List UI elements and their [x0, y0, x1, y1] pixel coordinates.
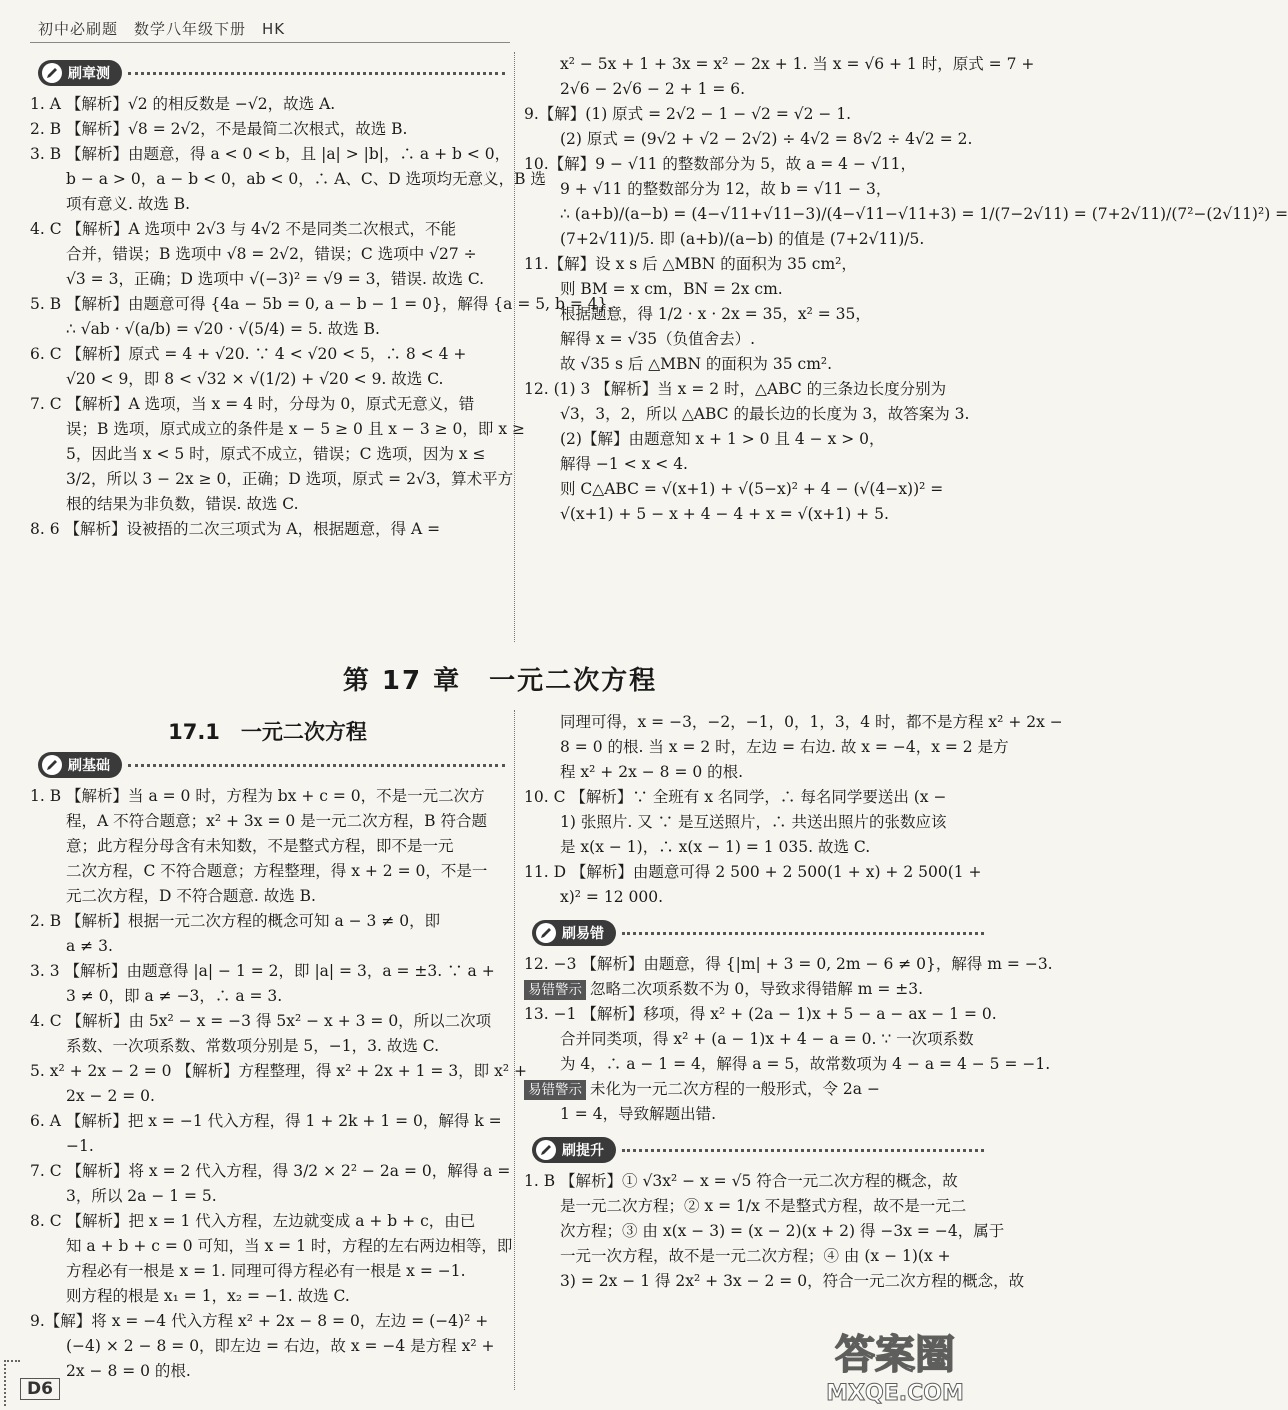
answer-line: 同理可得，x = −3，−2，−1，0，1，3，4 时，都不是方程 x² + 2x −	[560, 713, 1063, 731]
answer-line: 程，A 不符合题意；x² + 3x = 0 是一元二次方程，B 符合题	[66, 812, 487, 830]
answer-line: ∴ √ab · √(a/b) = √20 · √(5/4) = 5. 故选 B.	[66, 320, 380, 338]
answer-line: 则 BM = x cm，BN = 2x cm.	[560, 280, 783, 298]
answer-line: 根的结果为非负数，错误. 故选 C.	[66, 495, 299, 513]
hint-text: 忽略二次项系数不为 0，导致求得错解 m = ±3.	[590, 980, 924, 998]
answer-line: 8 = 0 的根. 当 x = 2 时，左边 = 右边. 故 x = −4，x = 2 是方	[560, 738, 1009, 756]
mistake-hint-1	[524, 977, 984, 1002]
answer-line: 程 x² + 2x − 8 = 0 的根.	[560, 763, 744, 781]
answer-line: 2x − 2 = 0.	[66, 1087, 155, 1105]
section-badge	[38, 60, 122, 86]
answer-line: 项有意义. 故选 B.	[66, 195, 191, 213]
answer-line: 解得 x = √35（负值舍去）.	[560, 330, 756, 348]
answer-line: a ≠ 3.	[66, 937, 113, 955]
answer-list	[524, 1002, 1051, 1077]
answer-line: 12. −3 【解析】由题意，得 {|m| + 3 = 0, 2m − 6 ≠ 0}，解得 m = −3.	[524, 955, 1053, 973]
answer-line: 则 C△ABC = √(x+1) + √(5−x)² + 4 − (√(4−x))² =	[560, 480, 944, 498]
answer-line: 2x − 8 = 0 的根.	[66, 1362, 191, 1380]
answer-line: 10.【解】9 − √11 的整数部分为 5，故 a = 4 − √11，	[524, 155, 916, 173]
answer-line: (2) 原式 = (9√2 + √2 − 2√2) ÷ 4√2 = 8√2 ÷ 4√2 = 2.	[560, 130, 973, 148]
header-title: 初中必刷题 数学八年级下册 HK	[38, 20, 286, 38]
answer-line: 6. A 【解析】把 x = −1 代入方程，得 1 + 2k + 1 = 0，解得 k =	[30, 1112, 502, 1130]
answer-line: 9.【解】(1) 原式 = 2√2 − 1 − √2 = √2 − 1.	[524, 105, 852, 123]
section-dots	[622, 932, 984, 935]
answer-line: 2. B 【解析】√8 = 2√2，不是最简二次根式，故选 B.	[30, 120, 408, 138]
section-dots	[622, 1149, 984, 1152]
answer-line: 4. C 【解析】A 选项中 2√3 与 4√2 不是同类二次根式，不能	[30, 220, 457, 238]
chapter-title: 第 17 章 一元二次方程	[342, 666, 658, 696]
answer-list	[30, 92, 623, 542]
section-label: 刷提升	[562, 1143, 604, 1159]
answer-line: √(x+1) + 5 − x + 4 − 4 + x = √(x+1) + 5.	[560, 505, 889, 523]
mistake-hint-2	[524, 1077, 984, 1102]
answer-line: 2√6 − 2√6 − 2 + 1 = 6.	[560, 80, 746, 98]
section-yicuo	[524, 918, 984, 952]
answer-line: 1 = 4，导致解题出错.	[560, 1105, 716, 1123]
page-header	[0, 0, 1000, 46]
answer-line: 二次方程，C 不符合题意；方程整理，得 x + 2 = 0，不是一	[66, 862, 488, 880]
answer-line: 元二次方程，D 不符合题意. 故选 B.	[66, 887, 316, 905]
answer-line: 8. C 【解析】把 x = 1 代入方程，左边就变成 a + b + c，由已	[30, 1212, 476, 1230]
left-top-column	[30, 58, 623, 542]
watermark-cn: 答案圈	[835, 1332, 955, 1378]
answer-line: √20 < 9，即 8 < √32 × √(1/2) + √20 < 9. 故选 C.	[66, 370, 444, 388]
pencil-icon	[42, 63, 62, 83]
answer-list	[524, 52, 1288, 527]
section-zhangce	[30, 58, 505, 92]
answer-line: 6. C 【解析】原式 = 4 + √20. ∵ 4 < √20 < 5，∴ 8 < 4 +	[30, 345, 467, 363]
section-title: 17.1 一元二次方程	[168, 720, 367, 744]
answer-line: 3/2，所以 3 − 2x ≥ 0，正确；D 选项，原式 = 2√3，算术平方	[66, 470, 514, 488]
section-badge	[532, 1137, 616, 1163]
answer-line: 9 + √11 的整数部分为 12，故 b = √11 − 3，	[560, 180, 892, 198]
answer-line: 7. C 【解析】将 x = 2 代入方程，得 3/2 × 2² − 2a = 0，解得 a =	[30, 1162, 511, 1180]
answer-line: 10. C 【解析】∵ 全班有 x 名同学，∴ 每名同学要送出 (x −	[524, 788, 947, 806]
answer-line: 3. 3 【解析】由题意得 |a| − 1 = 2，即 |a| = 3，a = ±3. ∵ a +	[30, 962, 495, 980]
column-divider-top	[514, 52, 515, 642]
answer-line: 1. A 【解析】√2 的相反数是 −√2，故选 A.	[30, 95, 336, 113]
answer-line: 则方程的根是 x₁ = 1，x₂ = −1. 故选 C.	[66, 1287, 350, 1305]
section-label: 刷易错	[562, 926, 604, 942]
section-tisheng	[524, 1135, 984, 1169]
pencil-icon	[536, 1140, 556, 1160]
answer-line: 次方程；③ 由 x(x − 3) = (x − 2)(x + 2) 得 −3x = −4，属于	[560, 1222, 1005, 1240]
answer-line: 1) 张照片. 又 ∵ 是互送照片，∴ 共送出照片的张数应该	[560, 813, 947, 831]
answer-line: 8. 6 【解析】设被捂的二次三项式为 A，根据题意，得 A =	[30, 520, 441, 538]
answer-list	[524, 710, 1063, 910]
answer-list	[524, 1169, 1025, 1294]
answer-line: 合并，错误；B 选项中 √8 = 2√2，错误；C 选项中 √27 ÷	[66, 245, 477, 263]
answer-line: 解得 −1 < x < 4.	[560, 455, 688, 473]
column-divider-bottom	[514, 710, 515, 1390]
answer-line: 5. B 【解析】由题意可得 {4a − 5b = 0, a − b − 1 = 0}，解得 {a = 5, b = 4}，	[30, 295, 623, 313]
answer-line: 故 √35 s 后 △MBN 的面积为 35 cm².	[560, 355, 833, 373]
section-label: 刷章测	[68, 66, 110, 82]
answer-line: 7. C 【解析】A 选项，当 x = 4 时，分母为 0，原式无意义，错	[30, 395, 475, 413]
answer-line: 3. B 【解析】由题意，得 a < 0 < b，且 |a| > |b|，∴ a + b < 0，	[30, 145, 511, 163]
section-badge	[38, 752, 122, 778]
answer-line: 2. B 【解析】根据一元二次方程的概念可知 a − 3 ≠ 0，即	[30, 912, 441, 930]
answer-line: 合并同类项，得 x² + (a − 1)x + 4 − a = 0. ∵ 一次项系数	[560, 1030, 974, 1048]
answer-line: b − a > 0，a − b < 0，ab < 0，∴ A、C、D 选项均无意义，B 选	[66, 170, 546, 188]
page-number: D6	[20, 1378, 60, 1400]
answer-line: 是一元二次方程；② x = 1/x 不是整式方程，故不是一元二	[560, 1197, 967, 1215]
answer-list	[524, 1102, 984, 1127]
answer-line: √3，3，2，所以 △ABC 的最长边的长度为 3，故答案为 3.	[560, 405, 970, 423]
answer-line: 11. D 【解析】由题意可得 2 500 + 2 500(1 + x) + 2 500(1 +	[524, 863, 982, 881]
hint-label: 易错警示	[524, 980, 586, 1000]
answer-line: 是 x(x − 1)，∴ x(x − 1) = 1 035. 故选 C.	[560, 838, 871, 856]
right-top-column	[524, 52, 1288, 527]
section-dots	[128, 764, 505, 767]
section-dots	[128, 72, 505, 75]
answer-line: 5，因此当 x < 5 时，原式不成立，错误；C 选项，因为 x ≤	[66, 445, 486, 463]
right-bottom-column	[524, 710, 1063, 1294]
watermark-logo	[800, 1320, 990, 1406]
answer-line: 11.【解】设 x s 后 △MBN 的面积为 35 cm²，	[524, 255, 857, 273]
answer-list	[524, 952, 1053, 977]
answer-line: 意；此方程分母含有未知数，不是整式方程，即不是一元	[66, 837, 454, 855]
header-rule	[30, 42, 510, 43]
answer-line: (−4) × 2 − 8 = 0，即左边 = 右边，故 x = −4 是方程 x² +	[66, 1337, 495, 1355]
answer-line: 5. x² + 2x − 2 = 0 【解析】方程整理，得 x² + 2x + 1 = 3，即 x² +	[30, 1062, 527, 1080]
answer-line: √3 = 3，正确；D 选项中 √(−3)² = √9 = 3，错误. 故选 C.	[66, 270, 485, 288]
answer-line: 3，所以 2a − 1 = 5.	[66, 1187, 217, 1205]
answer-line: 误；B 选项，原式成立的条件是 x − 5 ≥ 0 且 x − 3 ≥ 0，即 x ≥	[66, 420, 525, 438]
section-label: 刷基础	[68, 758, 110, 774]
answer-line: 9.【解】将 x = −4 代入方程 x² + 2x − 8 = 0，左边 = (−4)² +	[30, 1312, 489, 1330]
answer-line: 1. B 【解析】① √3x² − x = √5 符合一元二次方程的概念，故	[524, 1172, 958, 1190]
hint-text: 未化为一元二次方程的一般形式，令 2a −	[590, 1080, 880, 1098]
watermark-en: MXQE.COM	[826, 1381, 964, 1406]
answer-line: 根据题意，得 1/2 · x · 2x = 35，x² = 35，	[560, 305, 871, 323]
pencil-icon	[42, 755, 62, 775]
answer-line: x)² = 12 000.	[560, 888, 664, 906]
answer-line: 4. C 【解析】由 5x² − x = −3 得 5x² − x + 3 = 0，所以二次项	[30, 1012, 492, 1030]
answer-line: (2)【解】由题意知 x + 1 > 0 且 4 − x > 0，	[560, 430, 885, 448]
answer-line: 13. −1 【解析】移项，得 x² + (2a − 1)x + 5 − a − ax − 1 = 0.	[524, 1005, 997, 1023]
answer-line: 知 a + b + c = 0 可知，当 x = 1 时，方程的左右两边相等，即	[66, 1237, 513, 1255]
answer-line: ∴ (a+b)/(a−b) = (4−√11+√11−3)/(4−√11−√11+3) = 1/(7−2√11) = (7+2√11)/(7²−(2√11)²) =	[560, 205, 1288, 223]
hint-label: 易错警示	[524, 1080, 586, 1100]
left-bottom-column	[30, 750, 527, 1384]
answer-line: (7+2√11)/5. 即 (a+b)/(a−b) 的值是 (7+2√11)/5.	[560, 230, 925, 248]
section-jichu	[30, 750, 505, 784]
answer-line: 系数、一次项系数、常数项分别是 5，−1，3. 故选 C.	[66, 1037, 440, 1055]
answer-line: 3 ≠ 0，即 a ≠ −3，∴ a = 3.	[66, 987, 283, 1005]
pencil-icon	[536, 923, 556, 943]
answer-line: 1. B 【解析】当 a = 0 时，方程为 bx + c = 0，不是一元二次方	[30, 787, 485, 805]
answer-line: 方程必有一根是 x = 1. 同理可得方程必有一根是 x = −1.	[66, 1262, 466, 1280]
answer-line: 3) = 2x − 1 得 2x² + 3x − 2 = 0，符合一元二次方程的概念，故	[560, 1272, 1025, 1290]
answer-line: −1.	[66, 1137, 94, 1155]
answer-list	[30, 784, 527, 1384]
answer-line: x² − 5x + 1 + 3x = x² − 2x + 1. 当 x = √6 + 1 时，原式 = 7 +	[560, 55, 1035, 73]
corner-decoration	[4, 1360, 20, 1406]
answer-line: 12. (1) 3 【解析】当 x = 2 时，△ABC 的三条边长度分别为	[524, 380, 947, 398]
answer-line: 为 4，∴ a − 1 = 4，解得 a = 5，故常数项为 4 − a = 4 − 5 = −1.	[560, 1055, 1051, 1073]
section-badge	[532, 920, 616, 946]
answer-line: 一元一次方程，故不是一元二次方程；④ 由 (x − 1)(x +	[560, 1247, 951, 1265]
